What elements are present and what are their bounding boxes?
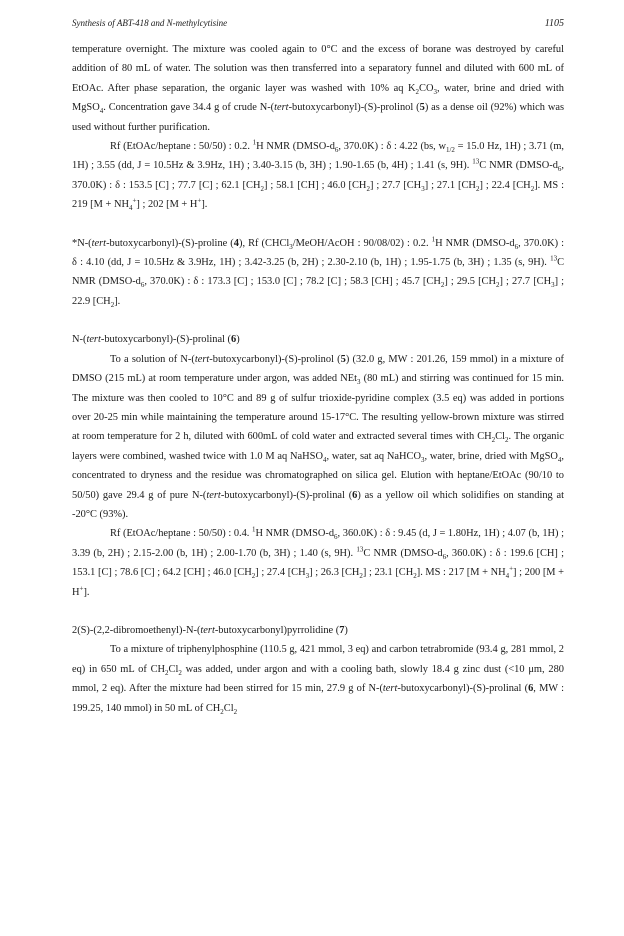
characterization-paragraph: Rf (EtOAc/heptane : 50/50) : 0.4. $^1$H NMR ($DMSO-d_6$, 360.0K) : δ : 9.45 (d, J = 1.80Hz, 1H) ; 4.07 (b, 1H) ; 3.39 (b, 2H) ; 2.15-2.00 (b, 1H) ; 2.00-1.70 (b, 3H) ; 1.40 (s, 9H). $^{13}$C NMR ($DMSO-d_6$, 360.0K) : δ : 199.6 [CH] ; 153.1 [C] ; 78.6 [C] ; 64.2 [CH] ; 46.0 $[CH_2]$ ; 27.4 $[CH_3]$ ; 26.3 $[CH_2]$ ; 23.1 $[CH_2]$. MS : 217 $[M + NH_4^+]$ ; 200 [M + H+]. <box>72 525 565 598</box>
characterization-paragraph: Rf (EtOAc/heptane : 50/50) : 0.2. $^1$H NMR ($DMSO-d_6$, 370.0K) : δ : 4.22 (bs, $w_{1/2} = 15.0$ Hz, 1H) ; 3.71 (m, 1H) ; 3.55 (dd, J = 10.5Hz & 3.9Hz, 1H) ; 3.40-3.15 (b, 3H) ; 1.90-1.65 (b, 4H) ; 1.41 (s, 9H). $^{13}$C NMR ($DMSO-d_6$, 370.0K) : δ : 153.5 [C] ; 77.7 [C] ; 62.1 $[CH_2]$ ; 58.1 [CH] ; 46.0 $[CH_2]$ ; 27.7 $[CH_3]$ ; 27.1 $[CH_2]$ ; 22.4 $[CH_2]$. MS : 219 $[M + NH_4^+]$ ; 202 [M + H+]. <box>72 138 565 213</box>
running-header <box>72 18 564 32</box>
footnote-paragraph: *N-(tert-butoxycarbonyl)-(S)-proline (4), Rf (CHCl$_3$/MeOH/AcOH : 90/08/02) : 0.2. $^1$H NMR ($DMSO-d_6$, 370.0K) : δ : 4.10 (dd, J = 10.5Hz & 3.9Hz, 1H) ; 3.42-3.25 (b, 2H) ; 2.30-2.10 (b, 1H) ; 1.95-1.75 (b, 3H) ; 1.35 (s, 9H). $^{13}$C NMR ($DMSO-d_6$, 370.0K) : δ : 173.3 [C] ; 153.0 [C] ; 78.2 [C] ; 58.3 [CH] ; 45.7 $[CH_2]$ ; 29.5 $[CH_2]$ ; 27.7 $[CH_3]$ ; 22.9 $[CH_2]$. <box>72 235 565 309</box>
paragraph: temperature overnight. The mixture was cooled again to 0°C and the excess of borane was destroyed by careful addition of 80 mL of water. The solution was then transferred into a separatory funnel and diluted with 600 mL of EtOAc. After phase separation, the organic layer was washed with 10% aq $K_2CO_3$, water, brine and dried with MgSO$_4$. Concentration gave 34.4 g of crude N-(tert-butoxycarbonyl)-(S)-prolinol (5) as a dense oil (92%) which was used without further purification. <box>72 44 564 133</box>
section-heading: 2(S)-(2,2-dibromoethenyl)-N-(tert-butoxycarbonyl)pyrrolidine (7) <box>72 624 348 636</box>
procedure-paragraph: To a mixture of triphenylphosphine (110.5 g, 421 mmol, 3 eq) and carbon tetrabromide (93.4 g, 281 mmol, 2 eq) in 650 mL of $CH_2Cl_2$ was added, under argon and with a cooling bath, slowly 18.4 g zinc dust (<10 μm, 280 mmol, 2 eq). After the mixture had been stirred for 15 min, 27.9 g of N-(tert-butoxycarbonyl)-(S)-prolinal (6, MW : 199.25, 140 mmol) in 50 mL of $CH_2Cl_2$ <box>72 644 564 716</box>
page-number: 1105 <box>544 18 564 29</box>
section-heading: N-(tert-butoxycarbonyl)-(S)-prolinal (6) <box>72 334 240 346</box>
procedure-paragraph: To a solution of N-(tert-butoxycarbonyl)-(S)-prolinol (5) (32.0 g, MW : 201.26, 159 mmol) in a mixture of DMSO (215 mL) at room temperature under argon, was added NEt$_3$ (80 mL) and stirring was continued for 15 min. The mixture was then cooled to 10°C and 89 g of sulfur trioxide-pyridine complex (3.5 eq) was added in portions over 20-25 min while maintaining the temperature around 15-17°C. The resulting yellow-brown mixture was stirred at room temperature for 2 h, diluted with 600mL of cold water and extracted several times with $CH_2Cl_2$. The organic layers were combined, washed twice with 1.0 M aq NaHSO$_4$, water, sat aq NaHCO$_3$, water, brine, dried with MgSO$_4$, concentrated to dryness and the residue was chromatographed on silica gel. Elution with heptane/EtOAc (90/10 to 50/50) gave 29.4 g of pure N-(tert-butoxycarbonyl)-(S)-prolinal (6) as a yellow oil which solidifies on standing at -20°C (93%). <box>72 353 565 520</box>
page-body <box>72 40 564 718</box>
running-title: Synthesis of ABT-418 and N-methylcytisine <box>72 18 228 28</box>
